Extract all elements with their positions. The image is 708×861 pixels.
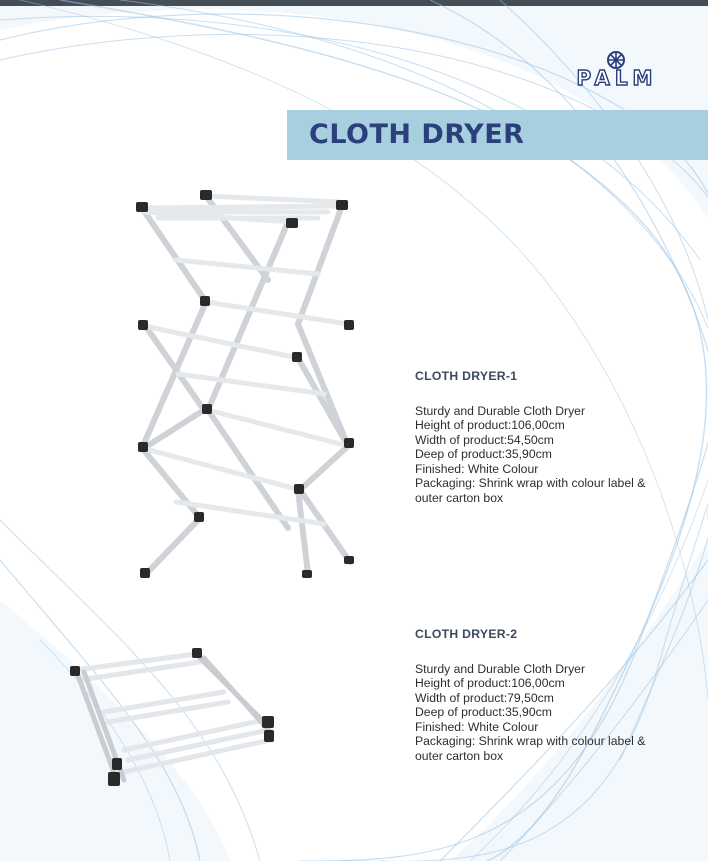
cloth-dryer-1-image — [128, 184, 360, 596]
product-1-description — [415, 369, 665, 505]
product-1-line-1: Sturdy and Durable Cloth Dryer — [415, 403, 586, 418]
product-2-line-1: Sturdy and Durable Cloth Dryer — [415, 661, 586, 676]
product-1-line-6: Packaging: Shrink wrap with colour label & — [415, 476, 646, 490]
product-1-line-7: outer carton box — [415, 490, 504, 505]
brand-logo-text: PALM — [576, 66, 658, 90]
product-2-line-3: Width of product:79,50cm — [415, 690, 554, 705]
product-1-line-3: Width of product:54,50cm — [415, 432, 554, 447]
cloth-dryer-2-image — [64, 640, 284, 800]
product-2-line-2: Height of product:106,00cm — [415, 676, 565, 690]
product-1-name: CLOTH DRYER-1 — [415, 369, 518, 383]
product-1-line-4: Deep of product:35,90cm — [415, 447, 552, 461]
page-title: CLOTH DRYER — [309, 119, 525, 150]
product-2-description — [415, 627, 665, 763]
product-2-line-5: Finished: White Colour — [415, 719, 539, 734]
product-2-name: CLOTH DRYER-2 — [415, 627, 518, 641]
title-band — [287, 110, 708, 160]
product-1-line-5: Finished: White Colour — [415, 461, 539, 476]
product-2-line-6: Packaging: Shrink wrap with colour label & — [415, 734, 646, 748]
product-1-line-2: Height of product:106,00cm — [415, 418, 565, 432]
brand-logo — [562, 50, 672, 92]
product-2-line-7: outer carton box — [415, 748, 504, 763]
product-2-line-4: Deep of product:35,90cm — [415, 705, 552, 719]
